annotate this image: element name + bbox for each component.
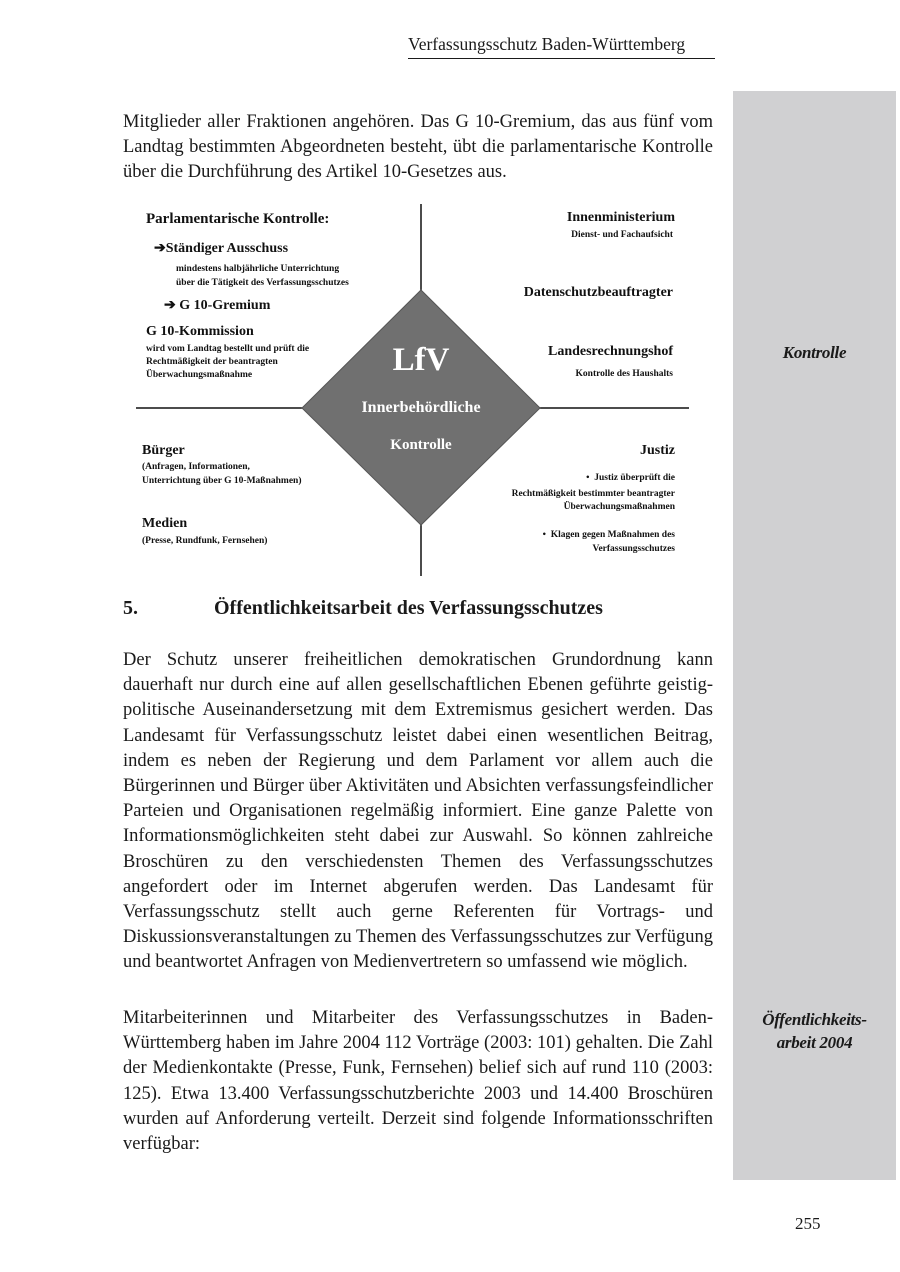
justice-bullet-2-line-2: Verfassungsschutzes [592,544,675,554]
diagram-graphics [136,204,689,576]
body-paragraph-1: Der Schutz unserer freiheitlichen demokratischen Grundordnung kann dauerhaft nur durch eine auf allen gesellschaftlichen Ebenen geführte geistig-politische Auseinandersetzung mit dem Extremismus gesichert werden. Das Landesamt für Verfassungsschutz leistet dabei einen wesentlichen Beitrag, indem es neben der Regierung und dem Parlament vor allem auch die Bürgerinnen und Bürger über Aktivitäten und Absichten verfassungsfeindlicher Parteien und Organisationen regelmäßig informiert. Eine ganze Palette von Informationsmöglichkeiten steht dabei zur Auswahl. So können zahlreiche Broschüren zu den verschiedensten Themen des Verfassungsschutzes angefordert oder im Internet abgerufen werden. Das Landesamt für Verfassungsschutz stellt auch gerne Referenten für Vortrags- und Diskussionsveranstaltungen zu Themen des Verfassungsschutzes zur Verfügung und beantwortet Anfragen von Medienvertretern so umfassend wie möglich. [123,650,713,973]
lfv-label: LfV [392,342,450,378]
media-note: (Presse, Rundfunk, Fernsehen) [142,536,268,546]
section-title: Öffentlichkeitsarbeit des Verfassungsschutzes [214,597,603,619]
audit-office-note: Kontrolle des Haushalts [575,369,673,379]
item-label: G 10-Gremium [179,298,271,313]
g10-commission-note-2: Rechtmäßigkeit der beantragten [146,357,278,367]
g10-commission-note-3: Überwachungsmaßnahme [146,370,253,380]
justice-bullet-2-line-1 [543,529,675,542]
standing-committee-note-2: über die Tätigkeit des Verfassungsschutzes [176,278,349,288]
standing-committee-note-1: mindestens halbjährliche Unterrichtung [176,264,340,274]
bullet-text: Justiz überprüft die [594,473,675,483]
g10-commission-note-1: wird vom Landtag bestellt und prüft die [146,344,310,354]
margin-note-line: Öffentlichkeits- [762,1010,867,1029]
bullet-icon: • [586,473,590,483]
citizens-note-2: Unterrichtung über G 10-Maßnahmen) [142,476,302,486]
page-number: 255 [795,1214,821,1233]
justice-title: Justiz [640,443,675,458]
margin-note-oeffentlichkeitsarbeit [733,1008,896,1054]
parliament-item-g10-gremium [164,297,270,315]
g10-commission-title: G 10-Kommission [146,324,254,339]
interior-ministry-title: Innenministerium [566,210,675,225]
media-title: Medien [142,516,188,531]
arrow-icon: ➔ [164,298,176,313]
lfv-subtitle-2: Kontrolle [390,437,452,453]
arrow-icon: ➔ [154,241,166,256]
citizens-title: Bürger [142,443,185,458]
body-paragraph-2: Mitarbeiterinnen und Mitarbeiter des Verfassungsschutzes in Baden-Württemberg haben im Jahre 2004 112 Vorträge (2003: 101) gehalten. Die Zahl der Medienkontakte (Presse, Funk, Fernsehen) belief sich auf rund 110 (2003: 125). Etwa 13.400 Verfassungsschutzberichte 2003 und 14.400 Broschüren wurden auf Anforderung verteilt. Derzeit sind folgende Informationsschriften verfügbar: [123,1008,713,1155]
margin-note-kontrolle: Kontrolle [782,343,847,362]
intro-paragraph: Mitglieder aller Fraktionen angehören. Das G 10-Gremium, das aus fünf vom Landtag bestimmten Abgeordneten besteht, übt die parlamentarische Kontrolle über die Durchführung des Artikel 10-Gesetzes aus. [123,112,713,183]
parliament-title: Parlamentarische Kontrolle: [146,211,330,227]
section-number: 5. [123,597,138,619]
interior-ministry-note: Dienst- und Fachaufsicht [571,230,673,240]
justice-bullet-1-line-2: Rechtmäßigkeit bestimmter beantragter [511,489,675,499]
running-header: Verfassungsschutz Baden-Württemberg [408,34,715,59]
margin-note-line: arbeit 2004 [776,1033,853,1052]
lfv-subtitle-1: Innerbehördliche [361,399,481,416]
justice-bullet-1-line-1 [586,472,675,485]
control-diagram [136,204,689,576]
audit-office-title: Landesrechnungshof [547,344,673,359]
bullet-text: Klagen gegen Maßnahmen des [550,530,675,540]
item-label: Ständiger Ausschuss [165,241,289,256]
data-protection-title: Datenschutzbeauftragter [523,285,673,300]
citizens-note-1: (Anfragen, Informationen, [142,462,250,472]
bullet-icon: • [542,530,546,540]
justice-bullet-1-line-3: Überwachungsmaßnahmen [563,502,675,512]
parliament-item-standing-committee [154,240,288,258]
